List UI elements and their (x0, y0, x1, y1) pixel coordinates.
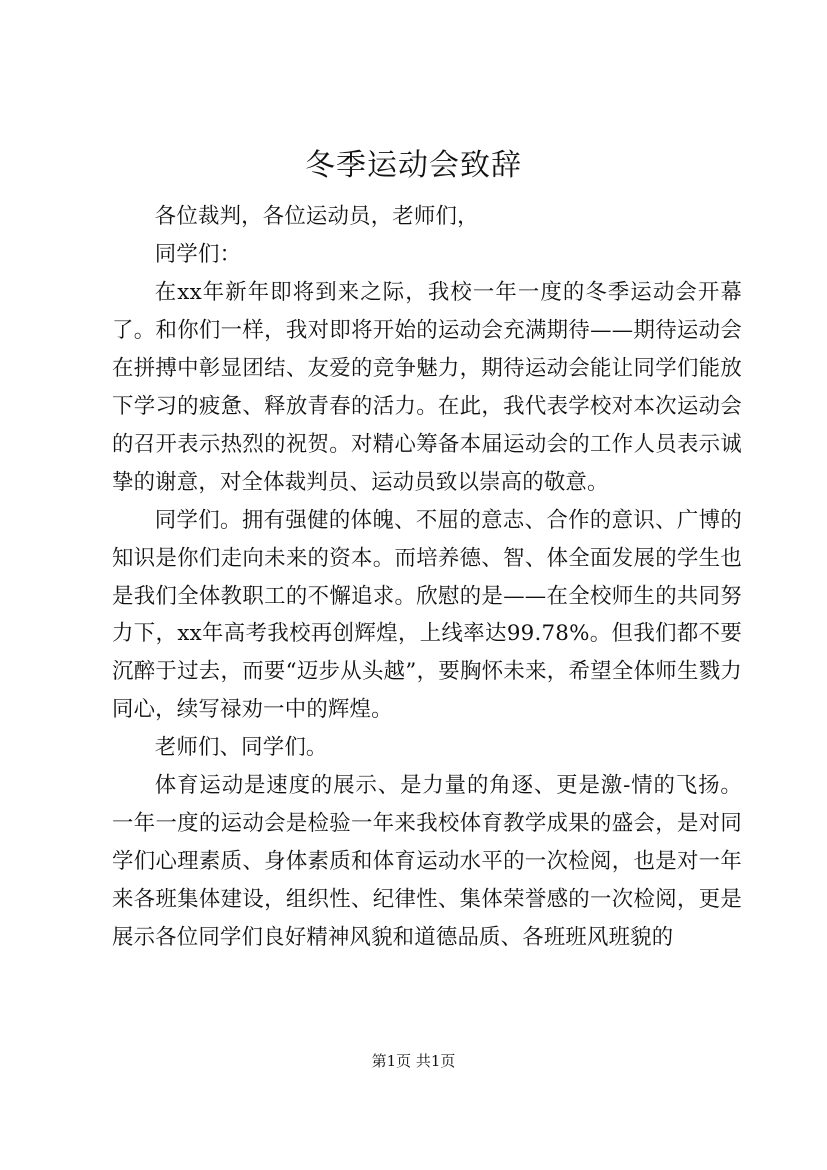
students-paragraph: 同学们。拥有强健的体魄、不屈的意志、合作的意识、广博的知识是你们走向未来的资本。而培养德、智、体全面发展的学生也是我们全体教职工的不懈追求。欣慰的是——在全校师生的共同努力下，xx年高考我校再创辉煌，上线率达99.78%。但我们都不要沉醉于过去，而要“迈步从头越”，要胸怀未来，希望全体师生戮力同心，续写禄劝一中的辉煌。 (112, 507, 742, 723)
sports-paragraph: 体育运动是速度的展示、是力量的角逐、更是激-情的飞扬。一年一度的运动会是检验一年来我校体育教学成果的盛会，是对同学们心理素质、身体素质和体育运动水平的一次检阅，也是对一年来各班集体建设，组织性、纪律性、集体荣誉感的一次检阅，更是展示各位同学们良好精神风貌和道德品质、各班班风班貌的 (112, 773, 742, 951)
greeting-paragraph: 各位裁判，各位运动员，老师们， (154, 204, 479, 229)
opening-paragraph: 在xx年新年即将到来之际，我校一年一度的冬季运动会开幕了。和你们一样，我对即将开始的运动会充满期待——期待运动会在拼搏中彰显团结、友爱的竞争魅力，期待运动会能让同学们能放下学习的疲惫、释放青春的活力。在此，我代表学校对本次运动会的召开表示热烈的祝贺。对精心筹备本届运动会的工作人员表示诚挚的谢意，对全体裁判员、运动员致以崇高的敬意。 (112, 279, 742, 495)
greeting-students-paragraph: 同学们： (154, 241, 242, 267)
page-footer: 第1页 共1页 (371, 1052, 456, 1070)
document-title: 冬季运动会致辞 (305, 148, 522, 183)
document-body (112, 198, 742, 957)
address-paragraph: 老师们、同学们。 (154, 735, 328, 761)
